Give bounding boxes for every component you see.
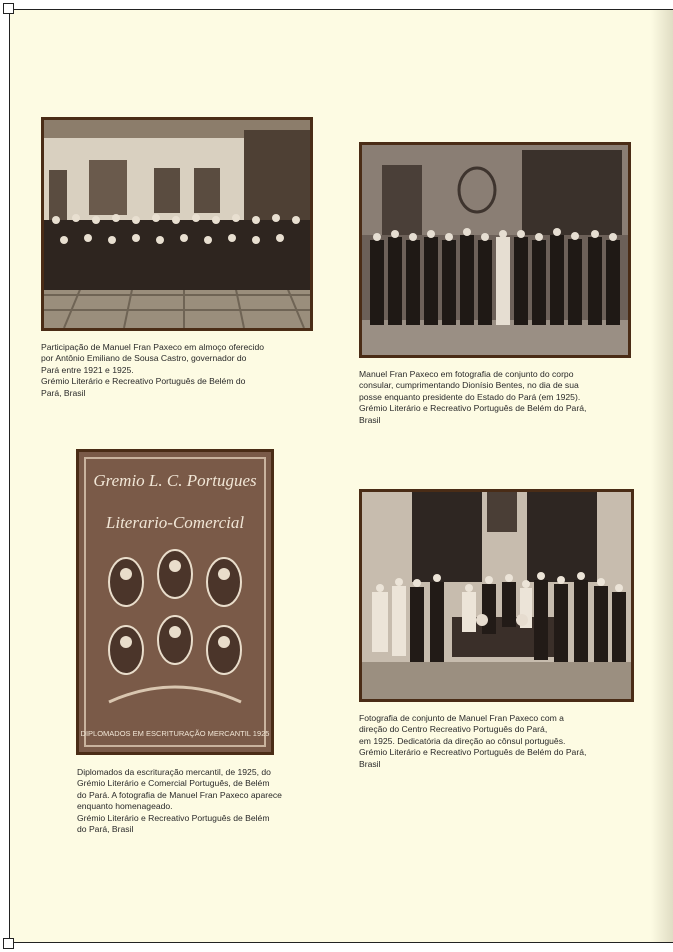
caption-line: Grémio Literário e Recreativo Português de Belém do Pará, bbox=[359, 403, 587, 414]
directors-photo-image bbox=[362, 492, 631, 699]
crop-mark-bottom-left bbox=[3, 938, 14, 949]
caption-line: Participação de Manuel Fran Paxeco em almoço oferecido bbox=[41, 342, 265, 352]
photo-banquet-group bbox=[41, 117, 313, 331]
caption-line: Brasil bbox=[359, 414, 381, 425]
crop-mark-top-left bbox=[3, 3, 14, 14]
caption-line: Brasil bbox=[359, 758, 381, 769]
caption-consular bbox=[359, 369, 586, 426]
caption-line: Pará, Brasil bbox=[41, 387, 86, 398]
caption-line: Grémio Literário e Recreativo Português de Belém do bbox=[41, 376, 246, 387]
caption-line: enquanto homenageado. bbox=[77, 801, 173, 812]
caption-banquet bbox=[41, 342, 264, 399]
caption-line: Diplomados da escrituração mercantil, de 1925, do bbox=[77, 767, 271, 777]
caption-line: do Pará, Brasil bbox=[77, 824, 134, 835]
plaque-footer: DIPLOMADOS EM ESCRITURAÇÃO MERCANTIL 1925 bbox=[80, 729, 270, 738]
caption-line: por Antônio Emiliano de Sousa Castro, governador do bbox=[41, 353, 247, 364]
plaque-subtitle: Literario-Comercial bbox=[105, 513, 245, 532]
page-edge-shadow bbox=[651, 10, 673, 942]
caption-line: Pará entre 1921 e 1925. bbox=[41, 364, 134, 375]
caption-diploma bbox=[77, 767, 282, 835]
caption-line: do Pará. A fotografia de Manuel Fran Paxeco aparece bbox=[77, 789, 282, 800]
caption-line: posse enquanto presidente do Estado do Pará (em 1925). bbox=[359, 391, 581, 402]
consular-photo-image bbox=[362, 145, 628, 355]
banquet-photo-image bbox=[44, 120, 310, 328]
caption-directors bbox=[359, 713, 586, 770]
plaque-title: Gremio L. C. Portugues bbox=[93, 471, 257, 490]
caption-line: Fotografia de conjunto de Manuel Fran Paxeco com a bbox=[359, 713, 564, 723]
photo-consular-corps bbox=[359, 142, 631, 358]
caption-line: Grémio Literário e Recreativo Português de Belém do Pará, bbox=[359, 747, 587, 758]
page bbox=[9, 9, 673, 943]
caption-line: Grémio Literário e Recreativo Português de Belém bbox=[77, 812, 270, 823]
photo-directors-group bbox=[359, 489, 634, 702]
caption-line: Manuel Fran Paxeco em fotografia de conjunto do corpo bbox=[359, 369, 574, 379]
caption-line: consular, cumprimentando Dionísio Bentes, no dia de sua bbox=[359, 380, 579, 391]
caption-line: direção do Centro Recreativo Português do Pará, bbox=[359, 724, 548, 735]
caption-line: Grémio Literário e Comercial Português, de Belém bbox=[77, 778, 270, 789]
plaque-photo-image bbox=[79, 452, 271, 752]
photo-diploma-plaque bbox=[76, 449, 274, 755]
caption-line: em 1925. Dedicatória da direção ao cônsul português. bbox=[359, 735, 566, 746]
